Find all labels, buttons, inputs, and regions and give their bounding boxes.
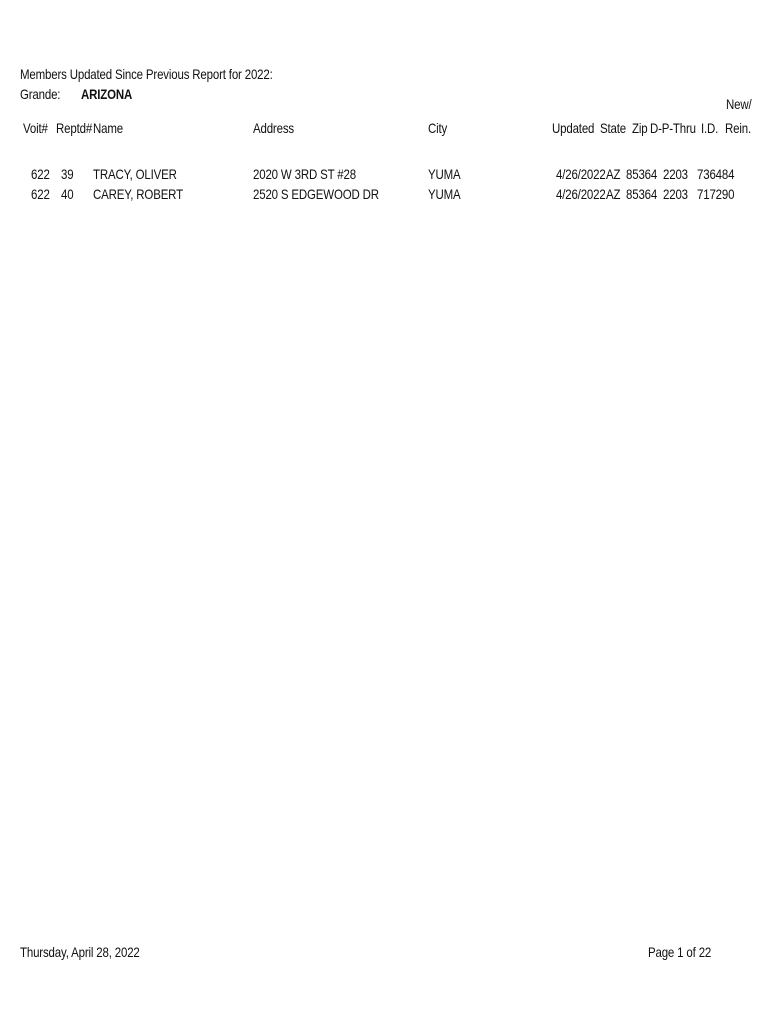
column-header-state: State: [600, 120, 626, 136]
cell-dpthru: 2203: [663, 166, 688, 182]
cell-zip: 85364: [626, 186, 658, 202]
cell-name: TRACY, OLIVER: [93, 166, 177, 182]
cell-zip: 85364: [626, 166, 658, 182]
column-header-address: Address: [253, 120, 294, 136]
column-header-new: New/: [726, 96, 752, 112]
column-header-id: I.D.: [701, 120, 719, 136]
column-header-rein: Rein.: [725, 120, 751, 136]
cell-id: 717290: [697, 186, 735, 202]
grande-label: Grande:: [20, 86, 61, 102]
column-header-zip: Zip: [632, 120, 648, 136]
cell-state: AZ: [606, 186, 621, 202]
cell-id: 736484: [697, 166, 735, 182]
column-header-updated: Updated: [552, 120, 595, 136]
footer-date: Thursday, April 28, 2022: [20, 944, 140, 960]
report-title: Members Updated Since Previous Report for 2022:: [20, 66, 273, 82]
cell-address: 2020 W 3RD ST #28: [253, 166, 356, 182]
column-header-voit: Voit#: [23, 120, 48, 136]
cell-city: YUMA: [428, 186, 461, 202]
column-header-name: Name: [93, 120, 123, 136]
footer-page-number: Page 1 of 22: [648, 944, 712, 960]
cell-voit: 622: [31, 166, 50, 182]
grande-value: ARIZONA: [81, 86, 133, 102]
cell-voit: 622: [31, 186, 50, 202]
column-header-reptd: Reptd#: [56, 120, 93, 136]
column-header-city: City: [428, 120, 448, 136]
column-header-dpthru: D-P-Thru: [650, 120, 696, 136]
cell-dpthru: 2203: [663, 186, 688, 202]
cell-updated: 4/26/2022: [556, 166, 606, 182]
cell-updated: 4/26/2022: [556, 186, 606, 202]
cell-reptd: 39: [61, 166, 74, 182]
cell-address: 2520 S EDGEWOOD DR: [253, 186, 379, 202]
cell-state: AZ: [606, 166, 621, 182]
cell-city: YUMA: [428, 166, 461, 182]
cell-name: CAREY, ROBERT: [93, 186, 183, 202]
cell-reptd: 40: [61, 186, 74, 202]
